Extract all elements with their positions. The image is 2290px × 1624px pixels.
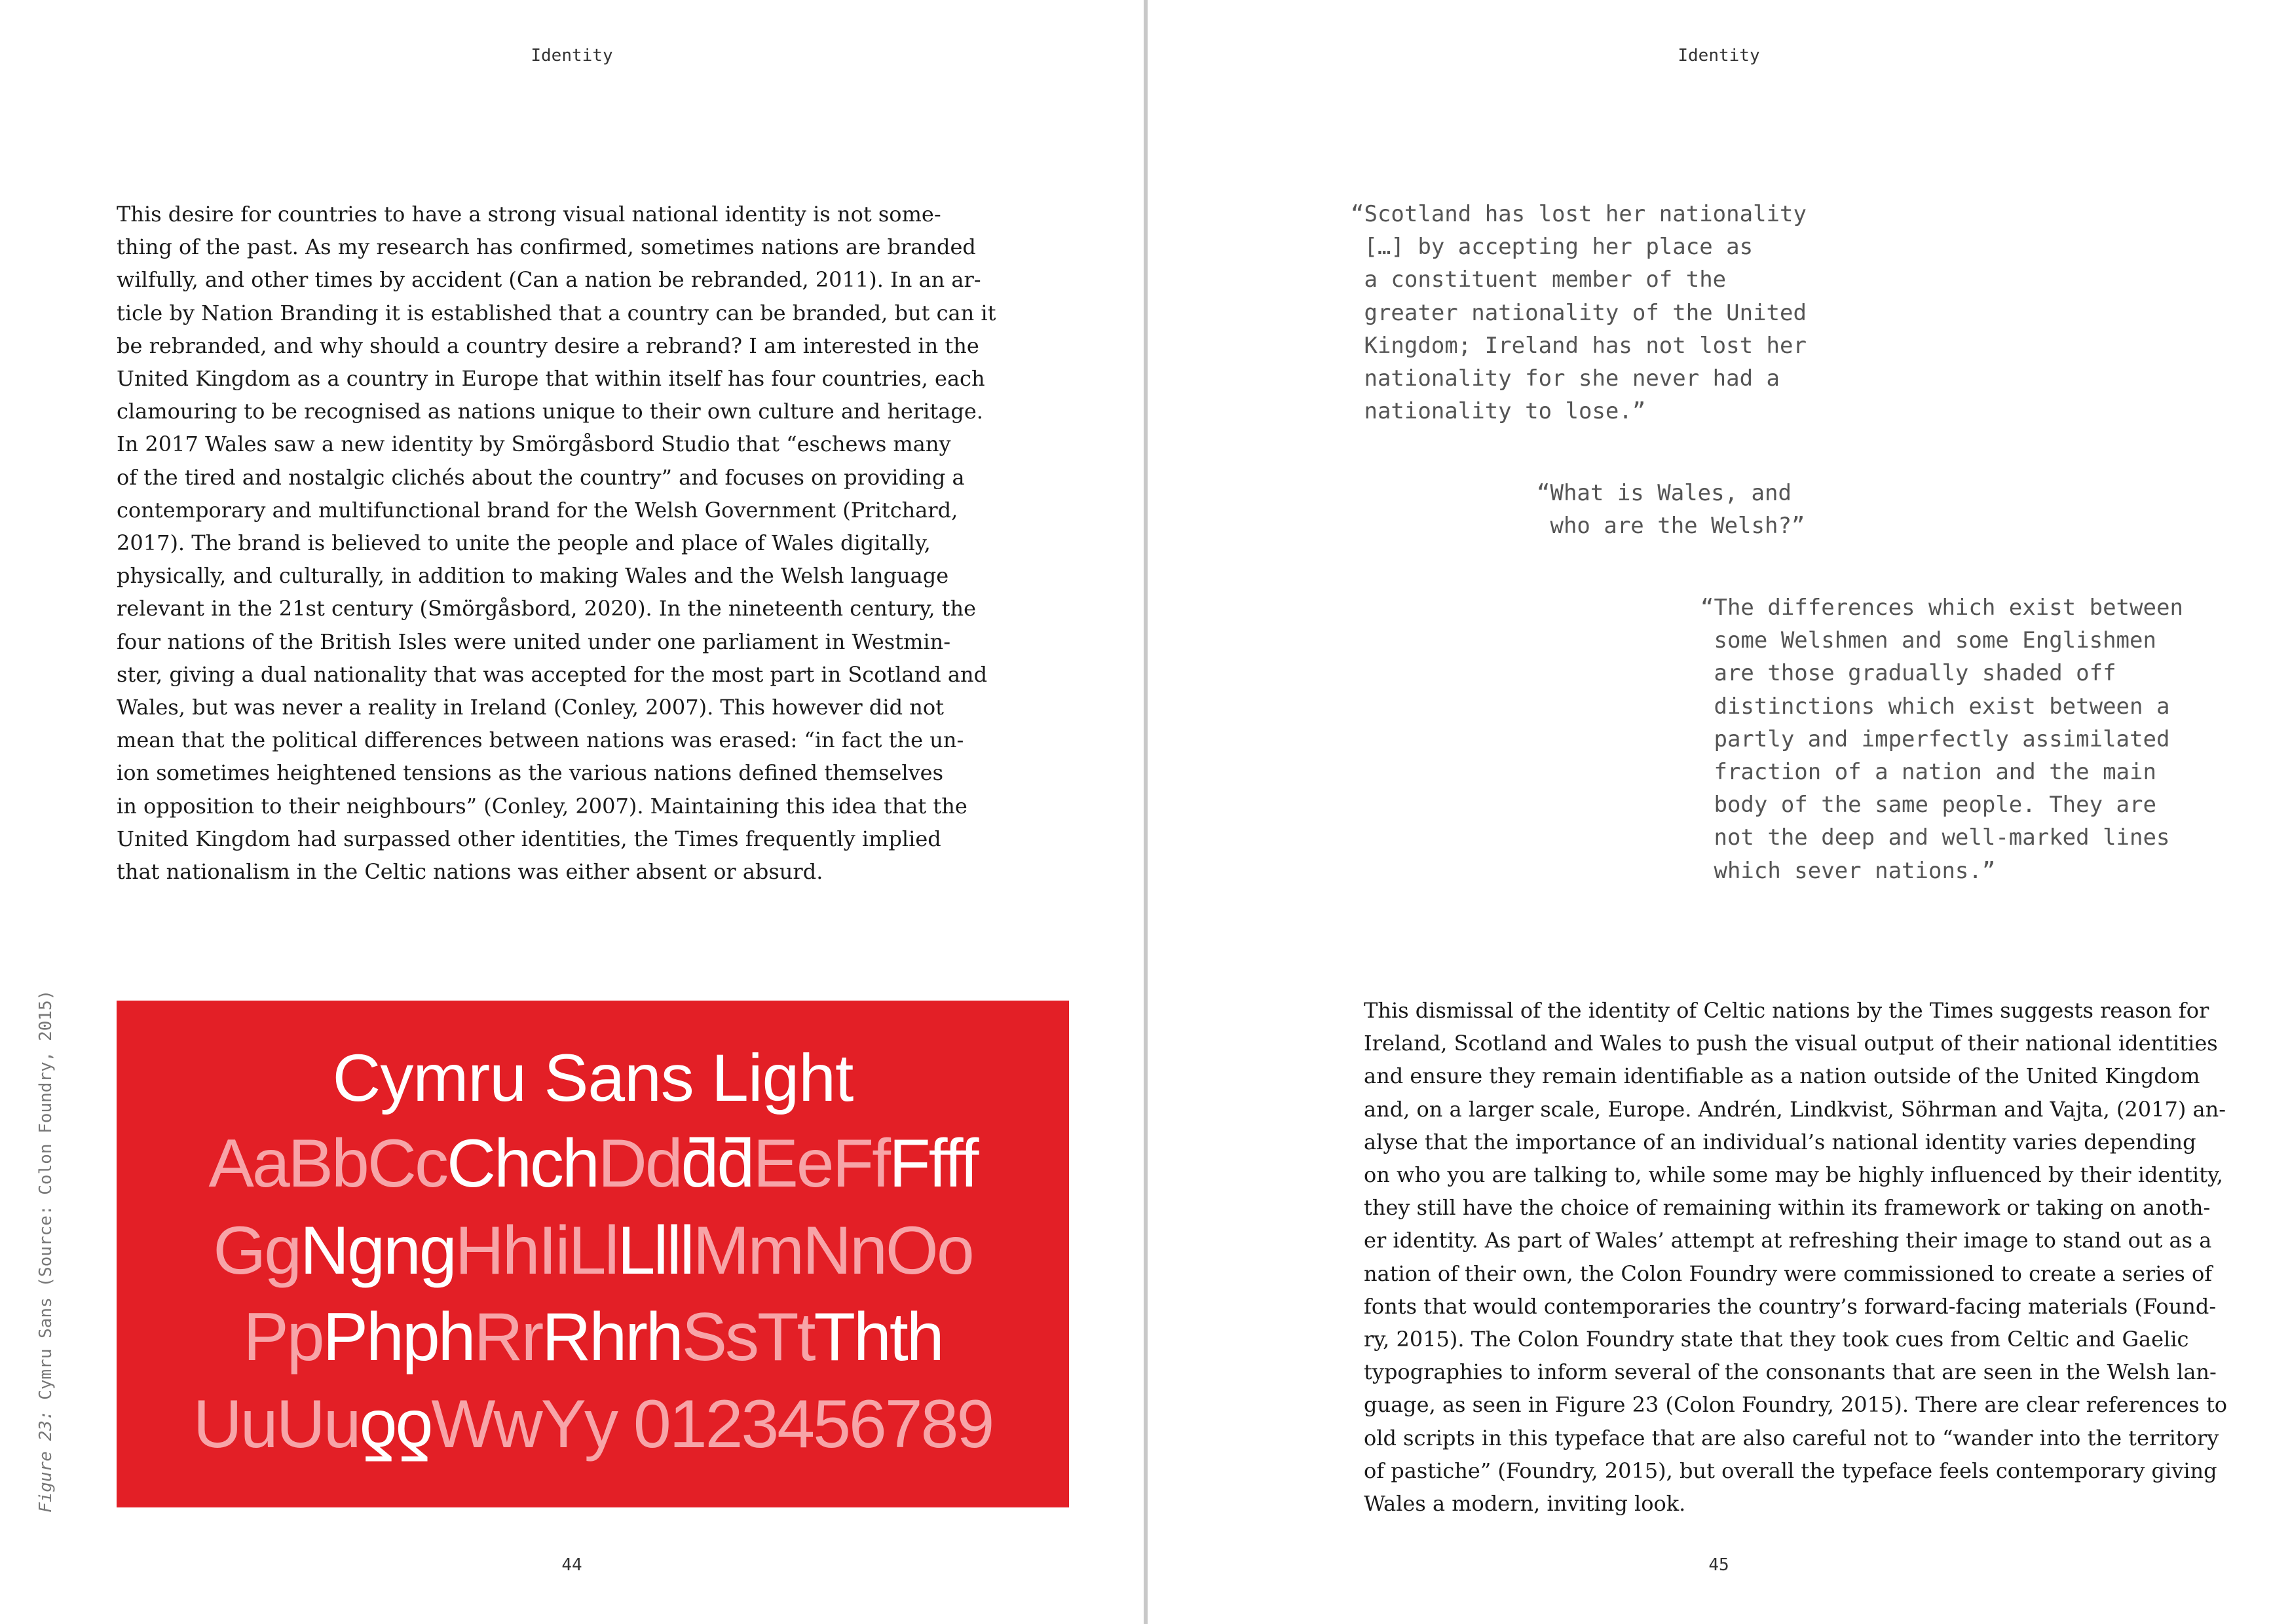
text-line: physically, and culturally, in addition to making Wales and the Welsh language	[117, 563, 949, 589]
text-line: Wales a modern, inviting look.	[1364, 1491, 1686, 1517]
text-line: contemporary and multifunctional brand for the Welsh Government (Pritchard,	[117, 497, 958, 523]
text-line: Ireland, Scotland and Wales to push the visual output of their national identities	[1364, 1031, 2218, 1056]
text-line: United Kingdom had surpassed other identities, the Times frequently implied	[117, 826, 941, 851]
body-paragraph	[117, 198, 996, 888]
text-line: wilfully, and other times by accident (Can a nation be rebranded, 2011). In an ar-	[117, 267, 981, 293]
text-line: typographies to inform several of the consonants that are seen in the Welsh lan-	[1364, 1359, 2217, 1385]
text-line: be rebranded, and why should a country desire a rebrand? I am interested in the	[117, 333, 979, 358]
text-line: ry, 2015). The Colon Foundry state that they took cues from Celtic and Gaelic	[1364, 1327, 2189, 1352]
text-line: ster, giving a dual nationality that was accepted for the most part in Scotland and	[117, 661, 988, 687]
specimen-title: Cymru Sans Light	[332, 1041, 854, 1115]
specimen-glyphs: Rhrh	[542, 1299, 682, 1375]
right-page	[1148, 0, 2290, 1624]
text-line: 2017). The brand is believed to unite the people and place of Wales digitally,	[117, 530, 931, 556]
body-paragraph	[1364, 994, 2228, 1520]
text-line: clamouring to be recognised as nations unique to their own culture and heritage.	[117, 399, 983, 424]
text-line: er identity. As part of Wales’ attempt at refreshing their image to stand out as a	[1364, 1228, 2212, 1253]
type-specimen-image	[117, 1001, 1069, 1507]
text-line: on who you are talking to, while some may be highly influenced by their identity,	[1364, 1162, 2223, 1188]
pull-quote: “What is Wales, and who are the Welsh?”	[1537, 480, 1805, 540]
specimen-line	[117, 1386, 1069, 1464]
specimen-glyphs: Thth	[814, 1299, 943, 1375]
specimen-line	[117, 1125, 1069, 1203]
specimen-glyphs: Gg	[213, 1213, 301, 1289]
figure-caption	[36, 990, 56, 1513]
pull-quote: “Scotland has lost her nationality […] by accepting her place as a constituent member of the greater nationality of the United Kingdom; Ireland has not lost her nationality for she never had a nationality to lose.”	[1351, 201, 1807, 425]
text-line: This desire for countries to have a strong visual national identity is not some-	[117, 202, 941, 227]
text-line: ticle by Nation Branding it is established that a country can be branded, but can it	[117, 300, 996, 325]
text-line: and, on a larger scale, Europe. Andrén, Lindkvist, Söhrman and Vajta, (2017) an-	[1364, 1096, 2226, 1122]
specimen-glyphs: Ffff	[889, 1126, 977, 1202]
text-line: guage, as seen in Figure 23 (Colon Foundry, 2015). There are clear references to	[1364, 1392, 2228, 1418]
text-line: and ensure they remain identifiable as a nation outside of the United Kingdom	[1364, 1063, 2200, 1089]
text-line: nation of their own, the Colon Foundry were commissioned to create a series of	[1364, 1261, 2213, 1286]
text-line: alyse that the importance of an individual’s national identity varies depending	[1364, 1129, 2196, 1154]
specimen-glyphs: ƍƍ	[359, 1386, 432, 1462]
text-line: that nationalism in the Celtic nations was either absent or absurd.	[117, 859, 823, 885]
figure-label: Figure 23:	[36, 1410, 56, 1513]
specimen-glyphs: ƌƌ	[681, 1126, 753, 1202]
text-line: thing of the past. As my research has confirmed, sometimes nations are branded	[117, 234, 976, 260]
text-line: of the tired and nostalgic clichés about the country” and focuses on providing a	[117, 464, 965, 490]
text-line: This dismissal of the identity of Celtic nations by the Times suggests reason for	[1364, 998, 2209, 1023]
running-head: Identity	[1678, 46, 1760, 65]
specimen-glyphs: Phph	[322, 1299, 474, 1375]
left-page	[0, 0, 1144, 1624]
text-line: of pastiche” (Foundry, 2015), but overall the typeface feels contemporary giving	[1364, 1458, 2217, 1483]
pull-quote: “The differences which exist between some Welshmen and some Englishmen are those gradually shaded off distinctions which exist between a partly and imperfectly assimilated fraction of a nation and the main body of the same people. They are not the deep and well-marked lines which sever nations.”	[1700, 595, 2183, 884]
page-number: 44	[561, 1555, 582, 1575]
specimen-glyphs: WwYy 0123456789	[431, 1386, 993, 1462]
specimen-glyphs: Chch	[447, 1126, 598, 1202]
text-line: old scripts in this typeface that are also careful not to “wander into the territory	[1364, 1425, 2219, 1450]
text-line: mean that the political differences between nations was erased: “in fact the un-	[117, 728, 964, 753]
specimen-glyphs: MmNnOo	[692, 1213, 973, 1289]
specimen-glyphs: SsTt	[681, 1299, 814, 1375]
specimen-glyphs: Llll	[617, 1213, 693, 1289]
specimen-glyphs: Rr	[474, 1299, 542, 1375]
text-line: Wales, but was never a reality in Ireland (Conley, 2007). This however did not	[117, 695, 944, 720]
text-line: ion sometimes heightened tensions as the various nations defined themselves	[117, 760, 944, 786]
specimen-glyphs: Pp	[243, 1299, 323, 1375]
specimen-line	[117, 1212, 1069, 1290]
figure-caption-text: Cymru Sans (Source: Colon Foundry, 2015)	[36, 989, 56, 1411]
specimen-glyphs: Dd	[597, 1126, 681, 1202]
specimen-glyphs: AaBbCc	[208, 1126, 447, 1202]
specimen-glyphs: HhIiLl	[455, 1213, 618, 1289]
text-line: United Kingdom as a country in Europe that within itself has four countries, each	[117, 366, 985, 392]
text-line: In 2017 Wales saw a new identity by Smörgåsbord Studio that “eschews many	[117, 432, 951, 457]
specimen-line	[117, 1299, 1069, 1376]
text-line: in opposition to their neighbours” (Conley, 2007). Maintaining this idea that the	[117, 793, 967, 819]
page-number: 45	[1708, 1555, 1729, 1575]
text-line: relevant in the 21st century (Smörgåsbord, 2020). In the nineteenth century, the	[117, 596, 977, 621]
text-line: fonts that would contemporaries the country’s forward-facing materials (Found-	[1364, 1293, 2217, 1319]
text-line: four nations of the British Isles were united under one parliament in Westmin-	[117, 629, 951, 654]
running-head: Identity	[531, 46, 613, 65]
specimen-glyphs: Ngng	[300, 1213, 455, 1289]
specimen-glyphs: EeFf	[753, 1126, 890, 1202]
specimen-glyphs: UuUu	[193, 1386, 360, 1462]
text-line: they still have the choice of remaining within its framework or taking on anoth-	[1364, 1195, 2211, 1221]
